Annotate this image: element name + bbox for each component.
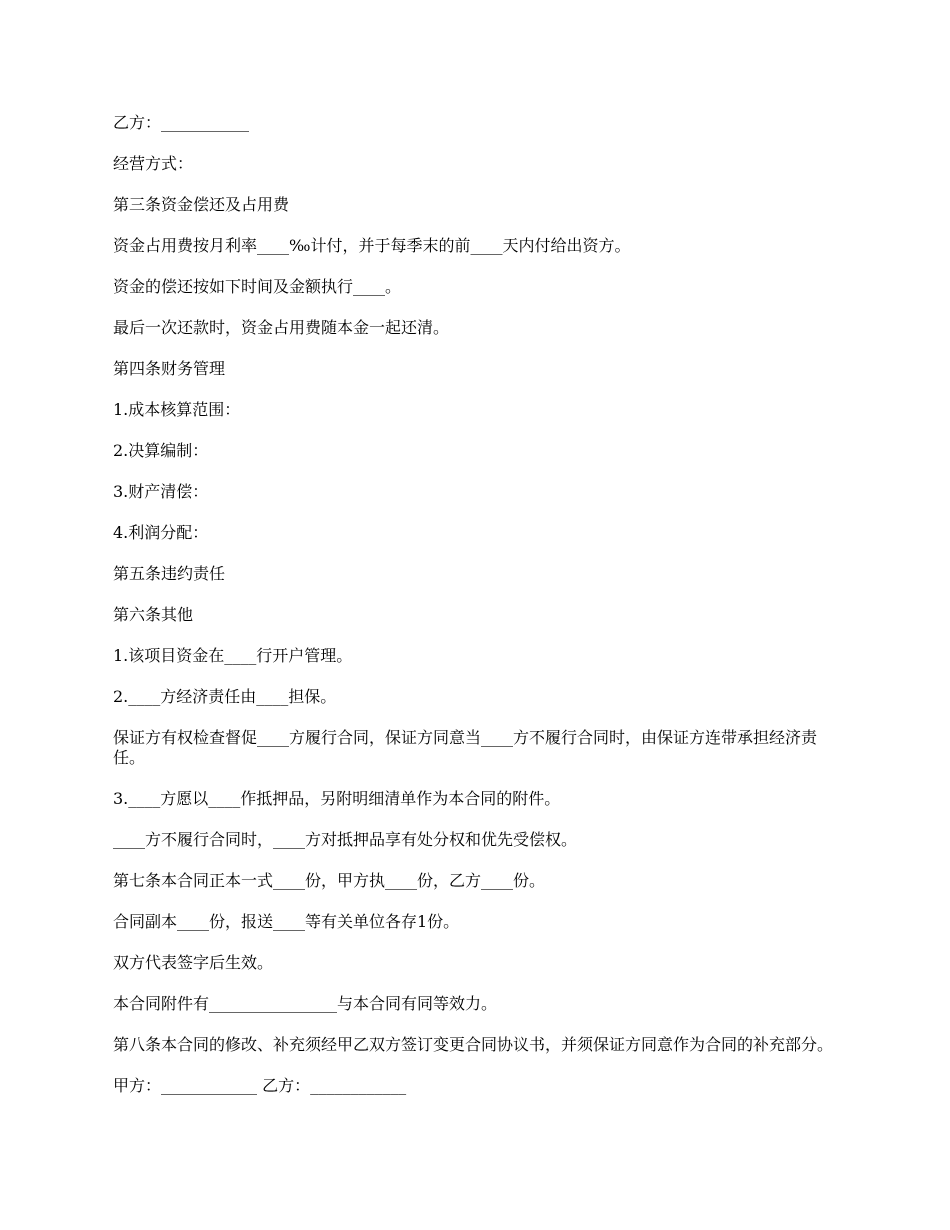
article-4-item-3: 3.财产清偿： — [113, 482, 209, 501]
party-b-line: 乙方：___________ — [113, 113, 250, 132]
article-4-item-1: 1.成本核算范围： — [113, 400, 241, 419]
article-3-heading: 第三条资金偿还及占用费 — [113, 195, 290, 214]
signature-line: 甲方：____________ 乙方：____________ — [113, 1076, 407, 1095]
article-7-effect-clause: 双方代表签字后生效。 — [113, 953, 274, 972]
article-7-heading: 第七条本合同正本一式____份，甲方执____份，乙方____份。 — [113, 871, 546, 890]
article-6-item-1: 1.该项目资金在____行开户管理。 — [113, 646, 353, 665]
article-6-guarantor-clause: 保证方有权检查督促____方履行合同，保证方同意当____方不履行合同时，由保证方连带承担经济责任。 — [113, 728, 818, 767]
article-6-collateral-clause: ____方不履行合同时，____方对抵押品享有处分权和优先受偿权。 — [113, 830, 578, 849]
contract-page — [113, 113, 843, 1117]
business-mode-line: 经营方式： — [113, 154, 194, 173]
article-8-clause: 第八条本合同的修改、补充须经甲乙双方签订变更合同协议书，并须保证方同意作为合同的补充部分。 — [113, 1035, 834, 1054]
article-7-attachment-clause: 本合同附件有________________与本合同有同等效力。 — [113, 994, 498, 1013]
article-4-item-4: 4.利润分配： — [113, 523, 209, 542]
article-6-item-3: 3.____方愿以____作抵押品，另附明细清单作为本合同的附件。 — [113, 789, 561, 808]
article-3-clause-1: 资金占用费按月利率____‰计付，并于每季末的前____天内付给出资方。 — [113, 236, 631, 255]
article-4-item-2: 2.决算编制： — [113, 441, 209, 460]
article-6-item-2: 2.____方经济责任由____担保。 — [113, 687, 337, 706]
article-7-copies-clause: 合同副本____份，报送____等有关单位各存1份。 — [113, 912, 460, 931]
article-5-heading: 第五条违约责任 — [113, 564, 226, 583]
article-3-clause-2: 资金的偿还按如下时间及金额执行____。 — [113, 277, 402, 296]
article-6-heading: 第六条其他 — [113, 605, 194, 624]
article-4-heading: 第四条财务管理 — [113, 359, 226, 378]
article-3-clause-3: 最后一次还款时，资金占用费随本金一起还清。 — [113, 318, 450, 337]
